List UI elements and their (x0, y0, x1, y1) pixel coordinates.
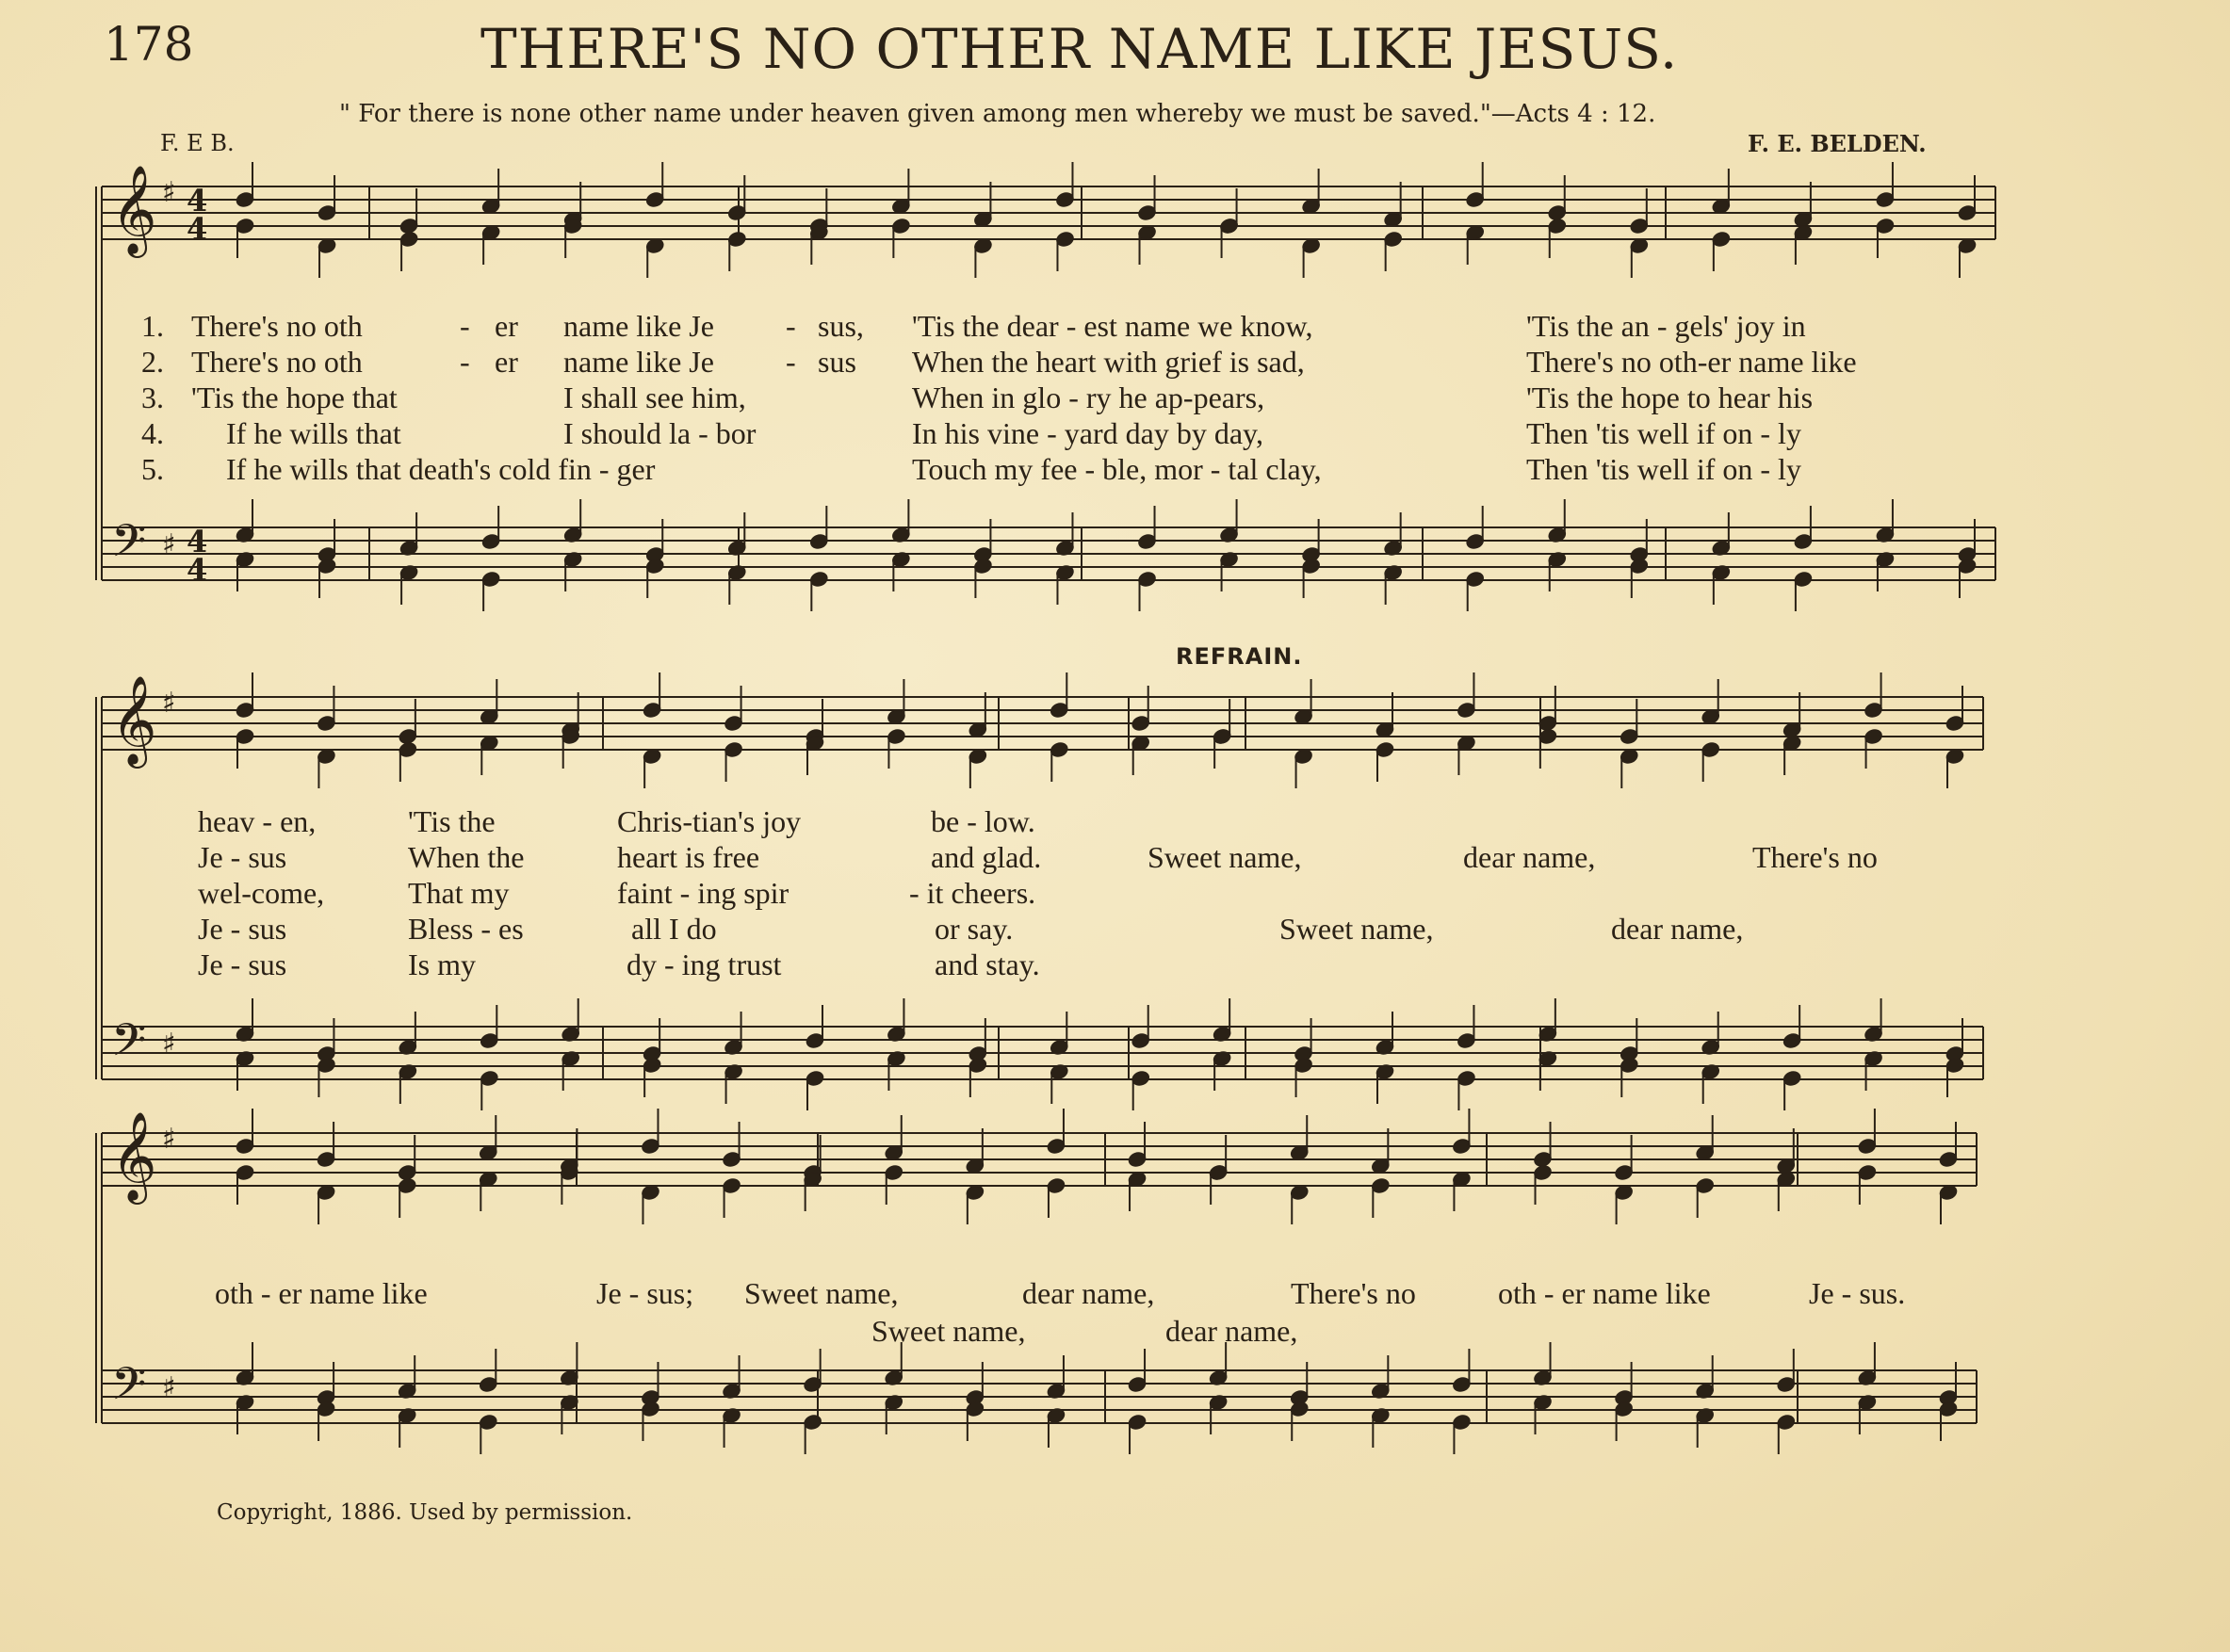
verse-number: 1. (141, 309, 164, 343)
verse-number: 4. (141, 416, 164, 450)
lyric-fragment: I shall see him, (563, 381, 746, 414)
lyric-fragment: dear name, (1463, 840, 1596, 874)
time-signature: 4 (187, 524, 208, 559)
lyric-fragment: 'Tis the an - gels' joy in (1526, 309, 1806, 343)
lyric-fragment: There's no oth (191, 345, 363, 379)
lyric-fragment: That my (408, 876, 510, 910)
time-signature: 4 (187, 183, 208, 219)
lyric-fragment: heav - en, (198, 804, 317, 838)
lyric-fragment: - (786, 345, 796, 379)
words-credit: F. E B. (160, 130, 235, 156)
bass-clef-icon: 𝄢 (111, 1013, 147, 1077)
lyric-fragment: oth - er name like (215, 1276, 428, 1310)
lyric-fragment: If he wills that (226, 416, 401, 450)
verse-number: 5. (141, 452, 164, 486)
treble-clef-icon: 𝄞 (111, 675, 157, 765)
key-signature-sharp-icon: ♯ (162, 1028, 176, 1061)
music-system (96, 1111, 1977, 1423)
lyric-fragment: dear name, (1165, 1314, 1298, 1348)
lyric-fragment: sus, (818, 309, 864, 343)
lyric-fragment: Sweet name, (871, 1314, 1026, 1348)
lyric-fragment: wel-come, (198, 876, 325, 910)
lyric-fragment: Bless - es (408, 912, 524, 946)
verse-3-line-continued (0, 876, 2230, 914)
refrain-label: REFRAIN. (1176, 643, 1303, 670)
verse-2-line (0, 345, 2230, 382)
bass-clef-icon: 𝄢 (111, 1357, 147, 1421)
lyric-fragment: 'Tis the (408, 804, 496, 838)
music-credit: F. E. BELDEN. (1748, 130, 1927, 157)
lyric-fragment: Touch my fee - ble, mor - tal clay, (912, 452, 1322, 486)
key-signature-sharp-icon: ♯ (162, 687, 176, 720)
lyric-fragment: Sweet name, (1148, 840, 1302, 874)
hymn-title: THERE'S NO OTHER NAME LIKE JESUS. (480, 17, 1679, 81)
lyric-fragment: er (495, 309, 518, 343)
verse-5-line (0, 452, 2230, 490)
lyric-fragment: er (495, 345, 518, 379)
key-signature-sharp-icon: ♯ (162, 1123, 176, 1156)
lyric-fragment: Then 'tis well if on - ly (1526, 452, 1801, 486)
verse-3-line (0, 381, 2230, 418)
lyric-fragment: be - low. (931, 804, 1035, 838)
lyric-fragment: When in glo - ry he ap-pears, (912, 381, 1265, 414)
lyric-fragment: When the heart with grief is sad, (912, 345, 1305, 379)
lyric-fragment: In his vine - yard day by day, (912, 416, 1263, 450)
lyric-fragment: 'Tis the hope to hear his (1526, 381, 1814, 414)
lyric-fragment: When the (408, 840, 525, 874)
lyric-fragment: oth - er name like (1498, 1276, 1711, 1310)
lyric-fragment: Sweet name, (1279, 912, 1434, 946)
lyric-fragment: 'Tis the dear - est name we know, (912, 309, 1313, 343)
lyric-fragment: Chris-tian's joy (617, 804, 802, 838)
lyric-fragment: Then 'tis well if on - ly (1526, 416, 1801, 450)
lyric-fragment: - it cheers. (909, 876, 1036, 910)
lyric-fragment: Je - sus (198, 912, 287, 946)
lyric-fragment: dy - ing trust (627, 947, 782, 981)
verse-1-line (0, 309, 2230, 347)
verse-2-line-continued (0, 840, 2230, 878)
lyric-fragment: - (786, 309, 796, 343)
lyric-fragment: or say. (935, 912, 1014, 946)
page-number: 178 (104, 17, 194, 72)
treble-clef-icon: 𝄞 (111, 1111, 157, 1201)
verse-4-line (0, 416, 2230, 454)
lyric-fragment: I should la - bor (563, 416, 757, 450)
treble-clef-icon: 𝄞 (111, 165, 157, 254)
lyric-fragment: Je - sus (198, 840, 287, 874)
lyric-fragment: 'Tis the hope that (191, 381, 398, 414)
lyric-fragment: and stay. (935, 947, 1040, 981)
refrain-lyric-line (0, 1276, 2230, 1314)
key-signature-sharp-icon: ♯ (162, 1371, 176, 1404)
lyric-fragment: - (460, 345, 470, 379)
time-signature: 4 (187, 211, 208, 247)
lyric-fragment: There's no (1752, 840, 1878, 874)
lyric-fragment: dear name, (1022, 1276, 1155, 1310)
lyric-fragment: sus (818, 345, 856, 379)
lyric-fragment: faint - ing spir (617, 876, 789, 910)
time-signature: 4 (187, 552, 208, 588)
lyric-fragment: heart is free (617, 840, 760, 874)
lyric-fragment: and glad. (931, 840, 1042, 874)
lyric-fragment: If he wills that death's cold fin - ger (226, 452, 656, 486)
scripture-epigraph: " For there is none other name under heaven given among men whereby we must be saved."—Acts 4 : 12. (339, 100, 1656, 128)
lyric-fragment: There's no (1291, 1276, 1416, 1310)
lyric-fragment: Je - sus. (1809, 1276, 1906, 1310)
verse-number: 2. (141, 345, 164, 379)
copyright-notice: Copyright, 1886. Used by permission. (217, 1500, 633, 1525)
lyric-fragment: name like Je (563, 345, 714, 379)
lyric-fragment: name like Je (563, 309, 714, 343)
verse-5-line-continued (0, 947, 2230, 985)
lyric-fragment: Je - sus; (596, 1276, 694, 1310)
verse-number: 3. (141, 381, 164, 414)
lyric-fragment: dear name, (1611, 912, 1744, 946)
key-signature-sharp-icon: ♯ (162, 528, 176, 561)
lyric-fragment: There's no oth (191, 309, 363, 343)
key-signature-sharp-icon: ♯ (162, 176, 176, 209)
lyric-fragment: Sweet name, (744, 1276, 899, 1310)
bass-clef-icon: 𝄢 (111, 514, 147, 578)
verse-1-line-continued (0, 804, 2230, 842)
lyric-fragment: - (460, 309, 470, 343)
lyric-fragment: Is my (408, 947, 476, 981)
lyric-fragment: Je - sus (198, 947, 287, 981)
lyric-fragment: all I do (631, 912, 717, 946)
verse-4-line-continued (0, 912, 2230, 949)
lyric-fragment: There's no oth-er name like (1526, 345, 1857, 379)
refrain-lyric-line-2 (0, 1314, 2230, 1352)
